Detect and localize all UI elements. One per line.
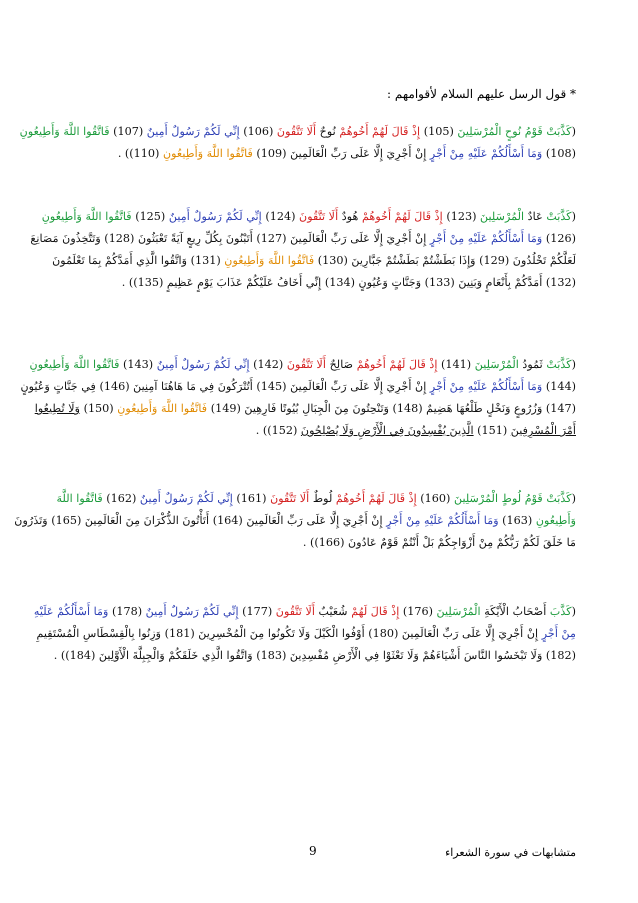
section-heading: * قول الرسل عليهم السلام لأقوامهم : (387, 87, 576, 101)
verse-segment: فَاتَّقُوا اللَّهَ وَأَطِيعُونِ (41, 210, 132, 223)
verse-segment: (123) (442, 210, 480, 223)
verse-segment: أَصْحَابُ الْأَيْكَةِ (480, 605, 550, 618)
verse-segment: فَاتَّقُوا اللَّهَ وَأَطِيعُونِ (19, 125, 110, 138)
verse-segment: (144) (542, 380, 576, 393)
verse-segment: (125) (131, 210, 169, 223)
verse-segment: وَمَا أَسْأَلُكُمْ عَلَيْهِ مِنْ أَجْرٍ (386, 514, 499, 527)
verse-segment: (182) وَلَا تَبْخَسُوا النَّاسَ أَشْيَاءَهُمْ وَلَا تَعْثَوْا فِي الْأَرْضِ مُفْسِدِينَ (183) وَاتَّقُوا الَّذِي خَلَقَكُمْ وَالْجِبِلَّةَ الْأَوَّلِينَ (184)) . (53, 649, 576, 662)
verse-segment: (107) (109, 125, 147, 138)
verse-segment: (177) (238, 605, 276, 618)
verse-segment: إِنِّي لَكُمْ رَسُولٌ أَمِينٌ (168, 210, 262, 223)
verse-segment: كَذَّبَتْ قَوْمُ نُوحٍ الْمُرْسَلِينَ (457, 125, 572, 138)
verse-segment: كَذَّبَتْ (546, 210, 572, 223)
verse-segment: الْمُرْسَلِينَ (479, 210, 525, 223)
verse-segment: (124) (261, 210, 299, 223)
verse-block-lut (14, 488, 576, 554)
verse-line (36, 623, 576, 645)
verse-segment: إِنْ أَجْرِيَ إِلَّا عَلَى رَبِّ الْعَالَمِينَ (127) أَتَبْنُونَ بِكُلِّ رِيعٍ آيَةً تَعْبَثُونَ (128) وَتَتَّخِذُونَ مَصَانِعَ (30, 232, 430, 245)
page-number: 9 (309, 844, 317, 858)
verse-segment: ( (571, 605, 576, 618)
verse-line (41, 206, 576, 228)
verse-block-salih (20, 354, 576, 442)
footer-title: متشابهات في سورة الشعراء (445, 846, 576, 859)
verse-segment: إِنِّي لَكُمْ رَسُولٌ أَمِينٌ (146, 125, 240, 138)
verse-segment: أَلَا تَتَّقُونَ (298, 210, 339, 223)
verse-line (52, 250, 576, 272)
verse-segment: (176) (399, 605, 437, 618)
verse-segment: كَذَّبَ (549, 605, 572, 618)
verse-segment: الَّذِينَ يُفْسِدُونَ فِي الْأَرْضِ وَلَا يُصْلِحُونَ (300, 424, 474, 437)
verse-line (33, 601, 576, 623)
verse-segment: صَالِحٌ (326, 358, 357, 371)
verse-line (30, 228, 576, 250)
verse-segment: (160) (416, 492, 454, 505)
verse-segment: نُوحٌ (316, 125, 340, 138)
verse-segment: أَلَا تَتَّقُونَ (270, 492, 310, 505)
verse-segment: فَاتَّقُوا اللَّهَ وَأَطِيعُونِ (117, 402, 208, 415)
verse-segment: أَمْرَ الْمُسْرِفِينَ (510, 424, 576, 437)
verse-segment: إِذْ قَالَ لَهُمْ أَخُوهُمْ (356, 358, 438, 371)
verse-line (62, 420, 576, 442)
verse-segment: (131) وَاتَّقُوا الَّذِي أَمَدَّكُمْ بِمَا تَعْلَمُونَ (52, 254, 225, 267)
verse-segment: (106) (239, 125, 277, 138)
verse-segment: الْمُرْسَلِينَ (474, 358, 519, 371)
verse-segment: (108) (542, 147, 576, 160)
verse-segment: إِنْ أَجْرِيَ إِلَّا عَلَى رَبِّ الْعَالَمِينَ (180) أَوْفُوا الْكَيْلَ وَلَا تَكُونُوا مِنَ الْمُخْسِرِينَ (181) وَزِنُوا بِالْقِسْطَاسِ الْمُسْتَقِيمِ (36, 627, 542, 640)
verse-segment: فَاتَّقُوا اللَّهَ وَأَطِيعُونِ (224, 254, 315, 267)
verse-segment: شُعَيْبٌ (314, 605, 352, 618)
verse-segment: إِنِّي لَكُمْ رَسُولٌ أَمِينٌ (145, 605, 239, 618)
verse-segment: إِنِّي لَكُمْ رَسُولٌ أَمِينٌ (139, 492, 233, 505)
verse-segment: إِذْ قَالَ لَهُمْ أَخُوهُمْ (339, 125, 421, 138)
verse-segment: وَمَا أَسْأَلُكُمْ عَلَيْهِ مِنْ أَجْرٍ (429, 232, 543, 245)
verse-segment: إِذْ قَالَ لَهُمْ أَخُوهُمْ (361, 210, 443, 223)
verse-segment: لَعَلَّكُمْ تَخْلُدُونَ (129) وَإِذَا بَطَشْتُمْ بَطَشْتُمْ جَبَّارِينَ (130) (314, 254, 576, 267)
verse-line (62, 532, 576, 554)
verse-segment: (110)) . (117, 147, 163, 160)
verse-segment: وَأَطِيعُونِ (535, 514, 576, 527)
verse-segment: (162) (102, 492, 140, 505)
verse-segment: (161) (232, 492, 271, 505)
verse-segment: أَلَا تَتَّقُونَ (276, 125, 317, 138)
verse-line (19, 121, 576, 143)
verse-segment: (178) (108, 605, 146, 618)
verse-segment: مِنْ أَجْرٍ (541, 627, 576, 640)
verse-line (53, 645, 576, 667)
verse-segment: (150) (80, 402, 118, 415)
verse-segment: فَاتَّقُوا اللَّهَ (56, 492, 103, 505)
verse-segment: وَمَا أَسْأَلُكُمْ عَلَيْهِ مِنْ أَجْرٍ (429, 147, 543, 160)
verse-line (34, 398, 576, 420)
verse-segment: عَادٌ (524, 210, 547, 223)
verse-block-hud (30, 206, 576, 294)
verse-segment: (142) (249, 358, 287, 371)
verse-segment: وَلَا تُطِيعُوا (34, 402, 81, 415)
verse-segment: (126) (542, 232, 576, 245)
verse-segment: (147) وَزُرُوعٍ وَنَخْلٍ طَلْعُهَا هَضِيمٌ (148) وَتَنْحِتُونَ مِنَ الْجِبَالِ بُيُوتًا فَارِهِينَ (149) (207, 402, 576, 415)
verse-segment: (151) (473, 424, 511, 437)
verse-segment: هُودٌ (338, 210, 362, 223)
verse-segment: إِنِّي لَكُمْ رَسُولٌ أَمِينٌ (156, 358, 250, 371)
verse-segment: (152)) . (255, 424, 301, 437)
verse-segment: ( (571, 210, 576, 223)
verse-line (56, 488, 576, 510)
verse-segment: (163) (498, 514, 536, 527)
verse-segment: الْمُرْسَلِينَ (436, 605, 481, 618)
verse-segment: إِنْ أَجْرِيَ إِلَّا عَلَى رَبِّ الْعَالَمِينَ (164) أَتَأْتُونَ الذُّكْرَانَ مِنَ الْعَالَمِينَ (165) وَتَذَرُونَ (14, 514, 387, 527)
verse-segment: فَاتَّقُوا اللَّهَ وَأَطِيعُونِ (29, 358, 120, 371)
verse-segment: ثَمُودُ (518, 358, 547, 371)
verse-segment: كَذَّبَتْ (546, 358, 572, 371)
verse-line (29, 354, 576, 376)
verse-segment: (132) أَمَدَّكُمْ بِأَنْعَامٍ وَبَنِينَ (133) وَجَنَّاتٍ وَعُيُونٍ (134) إِنِّي أَخَافُ عَلَيْكُمْ عَذَابَ يَوْمٍ عَظِيمٍ (135)) . (121, 276, 576, 289)
verse-segment: (105) (420, 125, 458, 138)
verse-segment: مَا خَلَقَ لَكُمْ رَبُّكُمْ مِنْ أَزْوَاجِكُمْ بَلْ أَنْتُمْ قَوْمٌ عَادُونَ (166)) . (302, 536, 576, 549)
verse-segment: ( (571, 492, 576, 505)
verse-block-shuayb (33, 601, 576, 667)
verse-line (62, 272, 576, 294)
verse-segment: وَمَا أَسْأَلُكُمْ عَلَيْهِ مِنْ أَجْرٍ (429, 380, 543, 393)
verse-segment: ( (571, 125, 576, 138)
verse-line (62, 143, 576, 165)
verse-block-nuh (19, 121, 576, 165)
verse-segment: وَمَا أَسْأَلُكُمْ عَلَيْهِ (33, 605, 109, 618)
verse-line (14, 510, 576, 532)
verse-segment: كَذَّبَتْ قَوْمُ لُوطٍ الْمُرْسَلِينَ (453, 492, 572, 505)
verse-segment: ( (571, 358, 576, 371)
verse-segment: أَلَا تَتَّقُونَ (286, 358, 327, 371)
verse-segment: أَلَا تَتَّقُونَ (275, 605, 315, 618)
verse-segment: إِذْ قَالَ لَهُمْ أَخُوهُمْ (335, 492, 417, 505)
verse-segment: إِنْ أَجْرِيَ إِلَّا عَلَى رَبِّ الْعَالَمِينَ (145) أَتُتْرَكُونَ فِي مَا هَاهُنَا آمِنِينَ (146) فِي جَنَّاتٍ وَعُيُونٍ (20, 380, 430, 393)
verse-segment: لُوطٌ (309, 492, 336, 505)
verse-line (20, 376, 576, 398)
verse-segment: إِنْ أَجْرِيَ إِلَّا عَلَى رَبِّ الْعَالَمِينَ (109) (252, 147, 430, 160)
verse-segment: (143) (119, 358, 157, 371)
verse-segment: فَاتَّقُوا اللَّهَ وَأَطِيعُونِ (162, 147, 253, 160)
verse-segment: (141) (437, 358, 475, 371)
verse-segment: إِذْ قَالَ لَهُمْ (351, 605, 400, 618)
